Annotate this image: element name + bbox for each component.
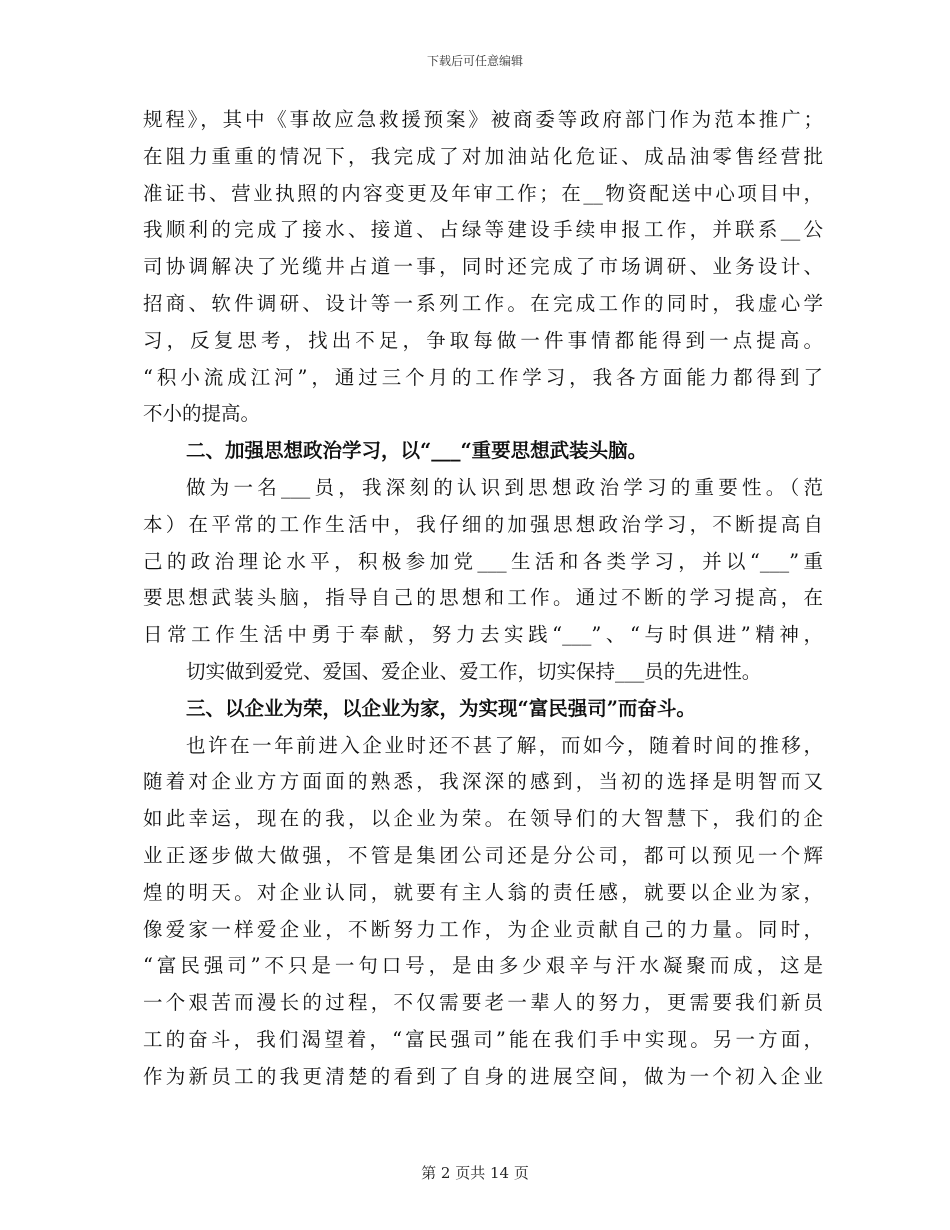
text-line: 我顺利的完成了接水、接道、占绿等建设手续申报工作，并联系__公: [143, 218, 823, 242]
text-line: 也许在一年前进入企业时还不甚了解，而如今，随着时间的推移，: [186, 733, 823, 757]
text-line: 要思想武装头脑，指导自己的思想和工作。通过不断的学习提高，在: [143, 586, 823, 610]
text-line: 不小的提高。: [143, 402, 261, 426]
text-line: 本）在平常的工作生活中，我仔细的加强思想政治学习，不断提高自: [143, 512, 823, 536]
text-line: 招商、软件调研、设计等一系列工作。在完成工作的同时，我虚心学: [143, 291, 823, 315]
page-footer: 第 2 页共 14 页: [421, 1164, 529, 1182]
section-heading: 二、加强思想政治学习，以“___“重要思想武装头脑。: [186, 439, 648, 463]
text-line: 业正逐步做大做强，不管是集团公司还是分公司，都可以预见一个辉: [143, 843, 823, 867]
text-line: “积小流成江河”，通过三个月的工作学习，我各方面能力都得到了: [143, 365, 823, 389]
text-line: 像爱家一样爱企业，不断努力工作，为企业贡献自己的力量。同时，: [143, 917, 823, 941]
page-header: 下载后可任意编辑: [426, 54, 523, 68]
text-line: 煌的明天。对企业认同，就要有主人翁的责任感，就要以企业为家，: [143, 880, 823, 904]
text-line: 随着对企业方方面面的熟悉，我深深的感到，当初的选择是明智而又: [143, 770, 823, 794]
text-line: 习，反复思考，找出不足，争取每做一件事情都能得到一点提高。: [143, 328, 823, 352]
text-line: 工的奋斗，我们渴望着，“富民强司”能在我们手中实现。另一方面，: [143, 1027, 823, 1051]
text-line: 一个艰苦而漫长的过程，不仅需要老一辈人的努力，更需要我们新员: [143, 991, 823, 1015]
text-line: 己的政治理论水平，积极参加党___生活和各类学习，并以“___”重: [143, 549, 823, 573]
text-line: 做为一名___员，我深刻的认识到思想政治学习的重要性。（范: [186, 475, 823, 499]
text-line: “富民强司”不只是一句口号，是由多少艰辛与汗水凝聚而成，这是: [143, 954, 823, 978]
text-line: 作为新员工的我更清楚的看到了自身的进展空间，做为一个初入企业: [143, 1064, 823, 1088]
text-line: 日常工作生活中勇于奉献，努力去实践“___”、“与时俱进”精神，: [143, 623, 823, 647]
document-body: [143, 102, 823, 1096]
text-line: 司协调解决了光缆井占道一事，同时还完成了市场调研、业务设计、: [143, 255, 823, 279]
section-heading: 三、以企业为荣，以企业为家，为实现“富民强司”而奋斗。: [186, 696, 696, 720]
text-line: 如此幸运，现在的我，以企业为荣。在领导们的大智慧下，我们的企: [143, 807, 823, 831]
text-line: 准证书、营业执照的内容变更及年审工作；在__物资配送中心项目中，: [143, 181, 823, 205]
text-line: 切实做到爱党、爱国、爱企业、爱工作，切实保持___员的先进性。: [186, 659, 762, 683]
text-line: 在阻力重重的情况下，我完成了对加油站化危证、成品油零售经营批: [143, 144, 823, 168]
text-line: 规程》，其中《事故应急救援预案》被商委等政府部门作为范本推广；: [143, 108, 823, 131]
